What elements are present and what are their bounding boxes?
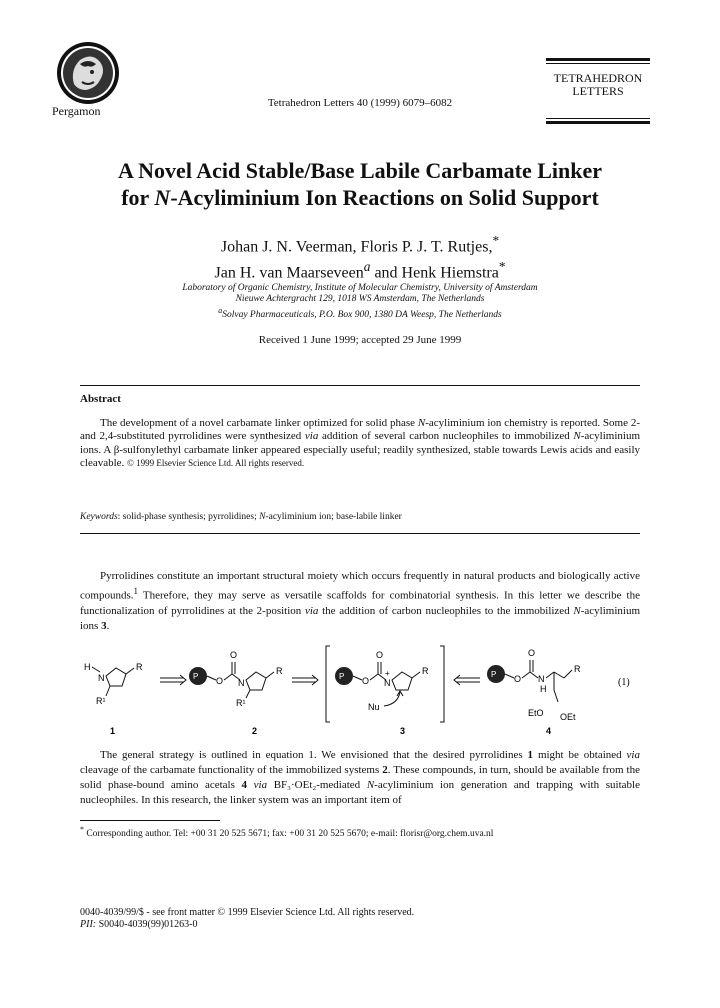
journal-rule-bottom-thin bbox=[546, 118, 650, 119]
svg-text:O: O bbox=[528, 648, 536, 658]
svg-text:P: P bbox=[339, 672, 345, 681]
svg-text:H: H bbox=[540, 684, 547, 694]
svg-text:P: P bbox=[193, 672, 199, 681]
svg-text:P: P bbox=[491, 670, 497, 679]
abstract-copyright: © 1999 Elsevier Science Ltd. All rights reserved. bbox=[127, 458, 305, 469]
abstract-heading: Abstract bbox=[80, 393, 121, 405]
journal-rule-top-thin bbox=[546, 63, 650, 64]
arrow-2 bbox=[292, 675, 318, 685]
arrow-3 bbox=[454, 675, 480, 685]
received-dates: Received 1 June 1999; accepted 29 June 1999 bbox=[258, 334, 462, 346]
affiliation-3: $^a$Solvay Pharmaceuticals, P.O. Box 900, 1380 DA Weesp, The Netherlands bbox=[218, 306, 502, 321]
body-paragraph-2: The general strategy is outlined in equation 1. We envisioned that the desired pyrrolidines 1 might be obtained via cleavage of the carbamate functionality of the immobilized systems 2. These compounds, in turn, should be available from the solid phase-bound amino acetals 4 via BF₃·OEt₂-mediated N-acyliminium ion generation and trapping with suitable nucleophiles. In this research, the linker system was an important item of bbox=[80, 749, 640, 806]
issn-line: 0040-4039/99/$ - see front matter © 1999 Elsevier Science Ltd. All rights reserved. bbox=[80, 907, 415, 918]
author-list bbox=[0, 231, 720, 284]
svg-text:N: N bbox=[238, 678, 245, 688]
svg-text:N: N bbox=[384, 678, 391, 688]
compound-3-structure bbox=[326, 646, 444, 736]
svg-text:O: O bbox=[216, 676, 224, 686]
journal-rule-top bbox=[546, 58, 650, 61]
front-matter bbox=[80, 907, 414, 931]
abstract-rule-top bbox=[80, 385, 640, 386]
svg-text:OEt: OEt bbox=[560, 712, 576, 722]
svg-text:Nu: Nu bbox=[368, 702, 380, 712]
pii-line: PII: S0040-4039(99)01263-0 bbox=[80, 919, 198, 930]
authors-line-1: Johan J. N. Veerman, Floris P. J. T. Rutjes,* bbox=[220, 233, 500, 256]
svg-text:H: H bbox=[84, 662, 91, 672]
title-line-1: A Novel Acid Stable/Base Labile Carbamate Linker bbox=[118, 158, 602, 183]
authors-line-2: Jan H. van Maarseveen$^a$ and Henk Hiemstra* bbox=[214, 259, 506, 282]
title-line-2: for N-Acyliminium Ion Reactions on Solid Support bbox=[121, 185, 599, 210]
journal-rule-bottom bbox=[546, 121, 650, 124]
journal-title-line1: TETRAHEDRON bbox=[553, 71, 643, 85]
affiliations bbox=[0, 283, 720, 321]
arrow-1 bbox=[160, 675, 186, 685]
publisher-name: Pergamon bbox=[52, 104, 101, 118]
svg-text:O: O bbox=[376, 650, 384, 660]
equation-number: (1) bbox=[618, 677, 630, 688]
footnote-rule bbox=[80, 820, 220, 821]
svg-text:O: O bbox=[362, 676, 370, 686]
svg-text:+: + bbox=[385, 669, 390, 678]
abstract-rule-bottom bbox=[80, 533, 640, 534]
svg-text:O: O bbox=[514, 674, 522, 684]
svg-text:EtO: EtO bbox=[528, 708, 544, 718]
abstract-text: The development of a novel carbamate linker optimized for solid phase N-acyliminium ion chemistry is reported. Some 2- and 2,4-substituted pyrrolidines were synthesized via addition of several carbon nucleophiles to immobilized N-acyliminium ions. A β-sulfonylethyl carbamate linker appeared especially useful; readily synthesized, stable towards Lewis acids and easily cleavable. © 1999 Elsevier Science Ltd. All rights reserved. bbox=[80, 417, 641, 470]
svg-text:R¹: R¹ bbox=[236, 698, 246, 708]
svg-text:R: R bbox=[422, 666, 429, 676]
reaction-scheme-equation-1 bbox=[80, 640, 640, 740]
svg-text:R: R bbox=[276, 666, 283, 676]
journal-title bbox=[546, 72, 650, 98]
affiliation-2: Nieuwe Achtergracht 129, 1018 WS Amsterdam, The Netherlands bbox=[235, 294, 485, 304]
svg-text:R¹: R¹ bbox=[96, 696, 106, 706]
affiliation-1: Laboratory of Organic Chemistry, Institute of Molecular Chemistry, University of Amsterdam bbox=[182, 283, 538, 293]
compound-4-structure bbox=[487, 648, 581, 736]
compound-label-2: 2 bbox=[252, 726, 258, 736]
svg-text:O: O bbox=[230, 650, 238, 660]
svg-text:R: R bbox=[136, 662, 143, 672]
compound-label-3: 3 bbox=[400, 726, 406, 736]
svg-text:R: R bbox=[574, 664, 581, 674]
svg-text:N: N bbox=[538, 674, 545, 684]
corresponding-author-footnote: * Corresponding author. Tel: +00 31 20 525 5671; fax: +00 31 20 525 5670; e-mail: florisr@org.chem.uva.nl bbox=[80, 825, 494, 840]
compound-label-4: 4 bbox=[546, 726, 552, 736]
body-paragraph-1: Pyrrolidines constitute an important structural moiety which occurs frequently in natural products and biologically active compounds.$^1$ Therefore, they may serve as versatile scaffolds for combinatorial synthesis. In this letter we describe the functionalization of pyrrolidines at the 2-position via the addition of carbon nucleophiles to the immobilized N-acyliminium ions 3. bbox=[80, 570, 640, 632]
article-title bbox=[0, 157, 720, 211]
compound-label-1: 1 bbox=[110, 726, 116, 736]
svg-text:N: N bbox=[98, 673, 105, 683]
compound-2-structure bbox=[189, 650, 283, 736]
compound-1-structure bbox=[84, 662, 143, 736]
journal-citation: Tetrahedron Letters 40 (1999) 6079–6082 bbox=[267, 97, 453, 109]
journal-title-line2: LETTERS bbox=[572, 84, 624, 98]
keywords: Keywords: solid-phase synthesis; pyrrolidines; N-acyliminium ion; base-labile linker bbox=[80, 512, 402, 522]
